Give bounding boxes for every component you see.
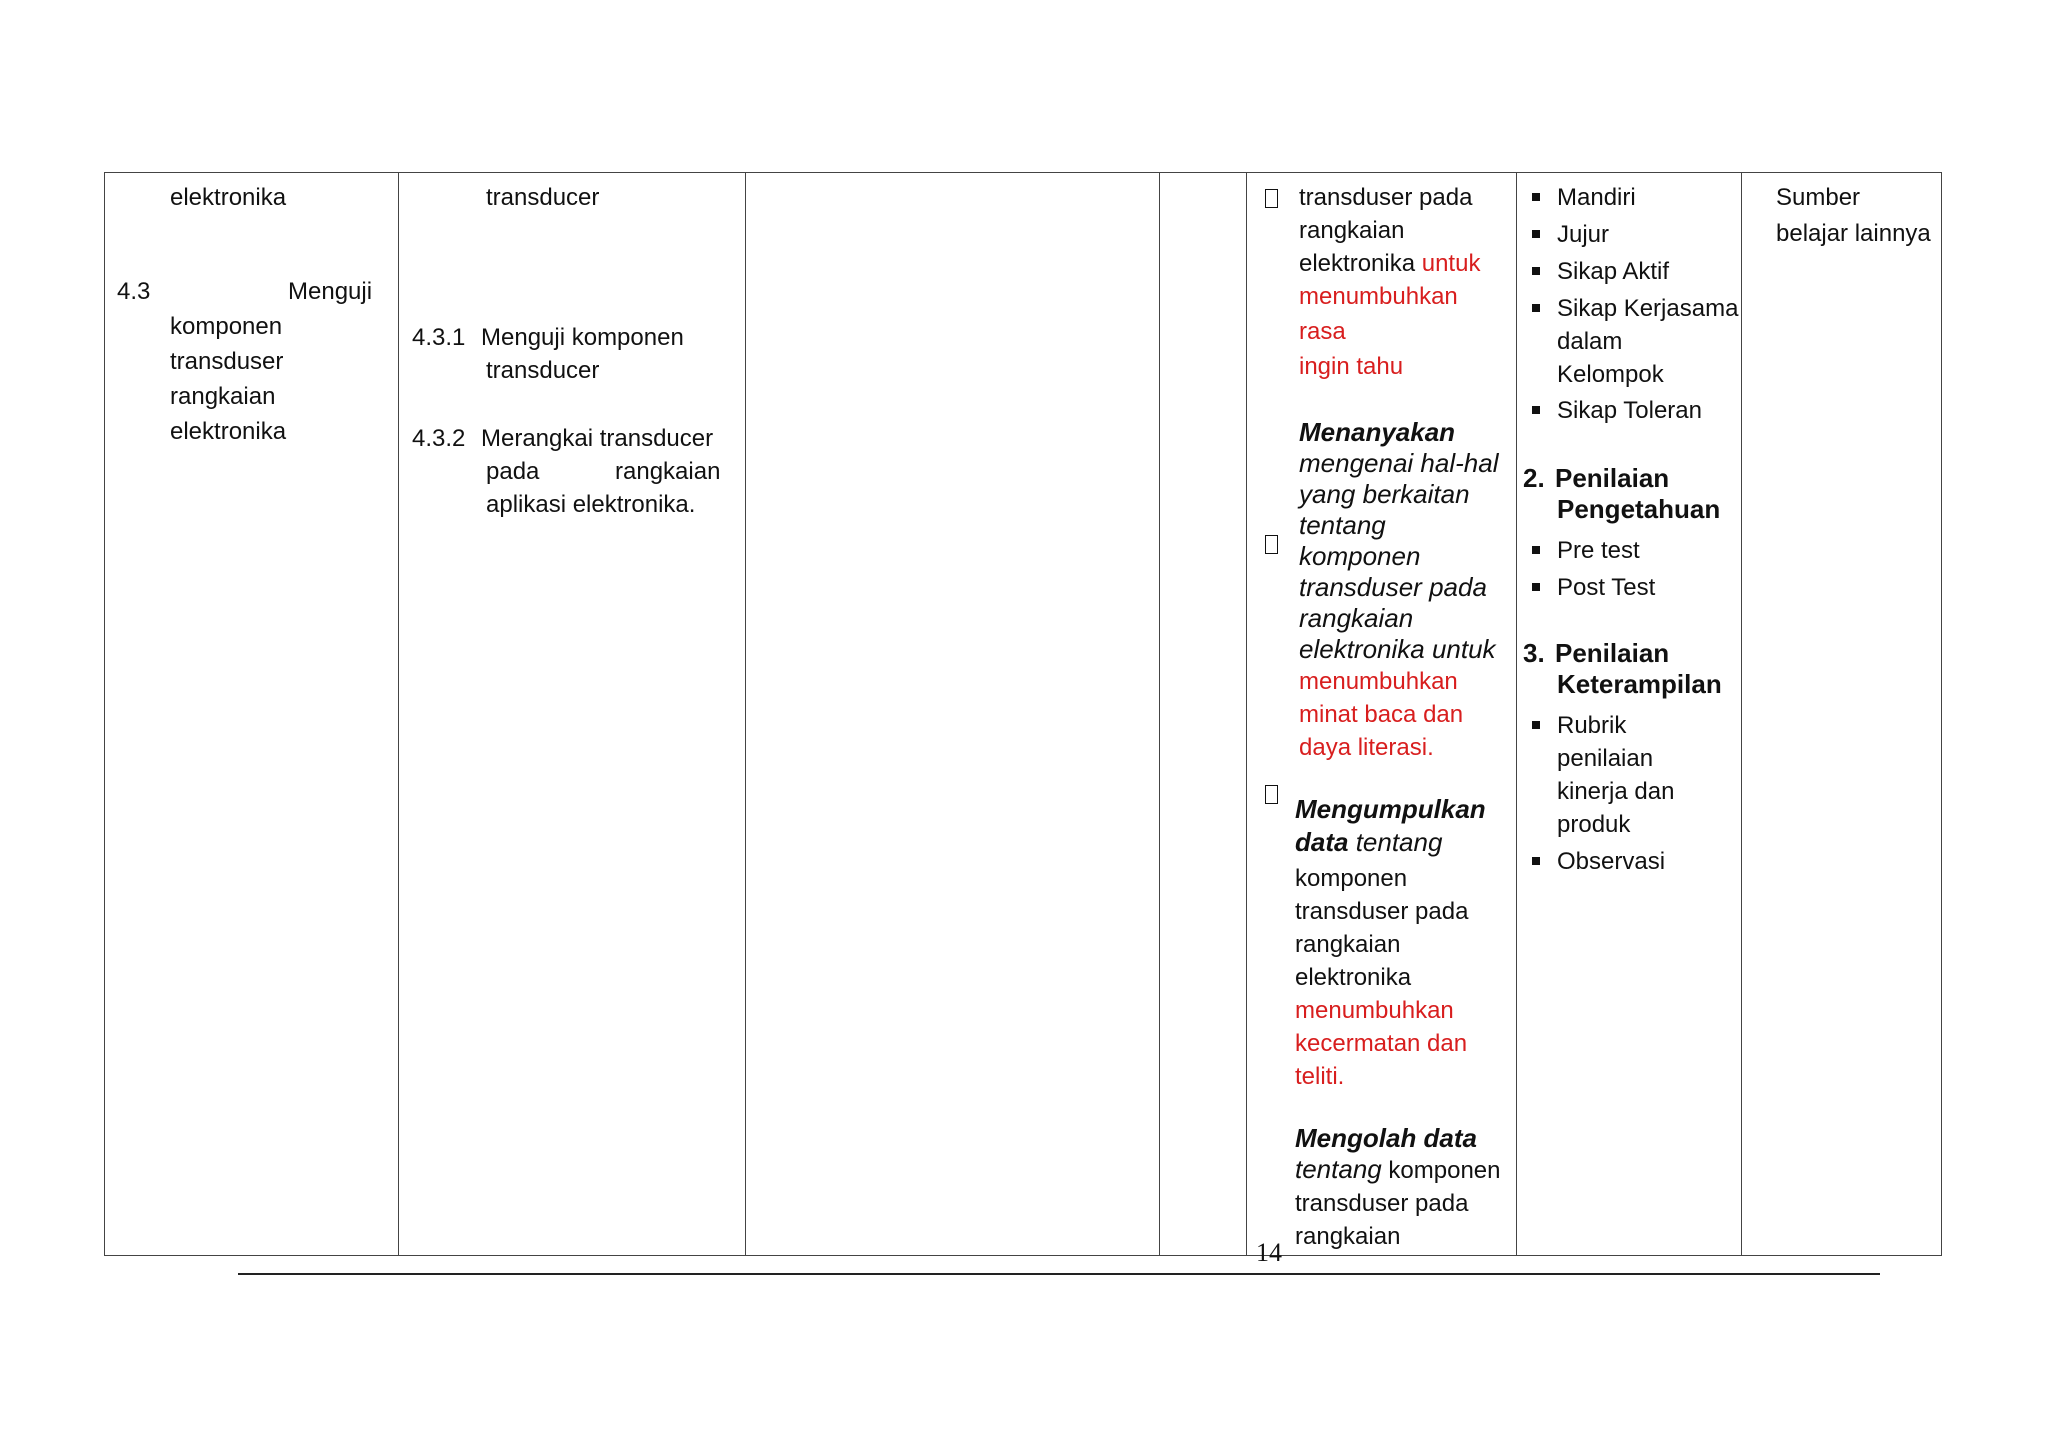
assessment-item: Sikap Kerjasama xyxy=(1557,295,1739,322)
activity-text: elektronika untuk xyxy=(1299,250,1481,277)
competency-text: transduser xyxy=(170,348,284,375)
checkbox-icon xyxy=(1265,189,1278,208)
competency-number: 4.3 xyxy=(117,278,151,305)
activity-text: elektronika untuk xyxy=(1299,634,1496,664)
character-value-text: minat baca dan xyxy=(1299,701,1464,728)
activity-text: komponen xyxy=(1295,865,1408,892)
character-value-text: ingin tahu xyxy=(1299,353,1404,380)
activity-heading: Menanyakan xyxy=(1299,417,1456,447)
assessment-heading: Penilaian xyxy=(1555,638,1670,668)
activity-text: rangkaian xyxy=(1295,1223,1401,1250)
activity-text: komponen xyxy=(1299,541,1421,571)
character-value-text: daya literasi. xyxy=(1299,734,1434,761)
indicator-text: transducer xyxy=(486,357,600,384)
indicator-number: 4.3.1 xyxy=(412,324,466,351)
activity-text: transduser pada xyxy=(1299,184,1473,211)
character-value-text: kecermatan dan xyxy=(1295,1030,1468,1057)
bullet-icon xyxy=(1532,193,1540,201)
competency-text: komponen xyxy=(170,313,283,340)
learning-activity-cell xyxy=(1247,173,1516,1255)
activity-heading: Mengumpulkan xyxy=(1295,794,1486,824)
indicator-cell xyxy=(399,173,745,1255)
activity-text: rangkaian xyxy=(1295,931,1401,958)
competency-text: rangkaian xyxy=(170,383,276,410)
column-divider xyxy=(1159,173,1160,1255)
indicator-text: pada xyxy=(486,458,540,485)
bullet-icon xyxy=(1532,304,1540,312)
lesson-plan-table xyxy=(104,172,1942,1256)
competency-text: Menguji xyxy=(288,278,373,305)
activity-text: mengenai hal-hal xyxy=(1299,448,1499,478)
indicator-text: transducer xyxy=(486,184,600,211)
assessment-heading: Penilaian xyxy=(1555,463,1670,493)
competency-cell xyxy=(105,173,398,1255)
assessment-item: Jujur xyxy=(1557,221,1610,248)
assessment-heading-number: 3. xyxy=(1523,638,1545,668)
competency-text: elektronika xyxy=(170,184,287,211)
activity-text: transduser pada xyxy=(1295,1190,1469,1217)
checkbox-icon xyxy=(1265,785,1278,804)
assessment-heading-number: 2. xyxy=(1523,463,1545,493)
activity-text: elektronika xyxy=(1295,964,1412,991)
bullet-icon xyxy=(1532,230,1540,238)
resource-cell xyxy=(1742,173,1941,1255)
assessment-heading: Pengetahuan xyxy=(1557,494,1721,524)
assessment-item: dalam xyxy=(1557,328,1623,355)
resource-text: Sumber xyxy=(1776,184,1861,211)
page-number: 14 xyxy=(1256,1238,1282,1267)
bullet-icon xyxy=(1532,267,1540,275)
bullet-icon xyxy=(1532,406,1540,414)
activity-text: tentang komponen xyxy=(1295,1154,1501,1184)
indicator-text: aplikasi elektronika. xyxy=(486,491,696,518)
footer-divider xyxy=(238,1273,1880,1275)
activity-heading: data tentang xyxy=(1295,827,1443,857)
assessment-item: Rubrik xyxy=(1557,712,1627,739)
bullet-icon xyxy=(1532,546,1540,554)
indicator-number: 4.3.2 xyxy=(412,425,466,452)
character-value-text: teliti. xyxy=(1295,1063,1345,1090)
assessment-heading: Keterampilan xyxy=(1557,669,1722,699)
character-value-text: menumbuhkan xyxy=(1299,283,1458,310)
assessment-item: Sikap Toleran xyxy=(1557,397,1702,424)
activity-text: transduser pada xyxy=(1299,572,1487,602)
assessment-cell xyxy=(1517,173,1741,1255)
assessment-item: Kelompok xyxy=(1557,361,1664,388)
assessment-item: penilaian xyxy=(1557,745,1654,772)
bullet-icon xyxy=(1532,721,1540,729)
assessment-item: Post Test xyxy=(1557,574,1656,601)
assessment-item: Pre test xyxy=(1557,537,1640,564)
competency-text: elektronika xyxy=(170,418,287,445)
activity-text: transduser pada xyxy=(1295,898,1469,925)
indicator-text: rangkaian xyxy=(615,458,721,485)
activity-text: rangkaian xyxy=(1299,217,1405,244)
activity-text: tentang xyxy=(1299,510,1386,540)
indicator-text: Menguji komponen xyxy=(481,324,684,351)
bullet-icon xyxy=(1532,583,1540,591)
indicator-text: Merangkai transducer xyxy=(481,425,714,452)
character-value-text: menumbuhkan xyxy=(1299,668,1458,695)
activity-heading: Mengolah data xyxy=(1295,1123,1478,1153)
activity-text: yang berkaitan xyxy=(1299,479,1470,509)
assessment-item: kinerja dan xyxy=(1557,778,1675,805)
checkbox-icon xyxy=(1265,535,1278,554)
resource-text: belajar lainnya xyxy=(1776,220,1931,247)
assessment-item: produk xyxy=(1557,811,1631,838)
activity-text: rangkaian xyxy=(1299,603,1414,633)
assessment-item: Sikap Aktif xyxy=(1557,258,1670,285)
assessment-item: Observasi xyxy=(1557,848,1666,875)
column-divider xyxy=(745,173,746,1255)
character-value-text: rasa xyxy=(1299,318,1346,345)
bullet-icon xyxy=(1532,857,1540,865)
character-value-text: menumbuhkan xyxy=(1295,997,1454,1024)
assessment-item: Mandiri xyxy=(1557,184,1636,211)
